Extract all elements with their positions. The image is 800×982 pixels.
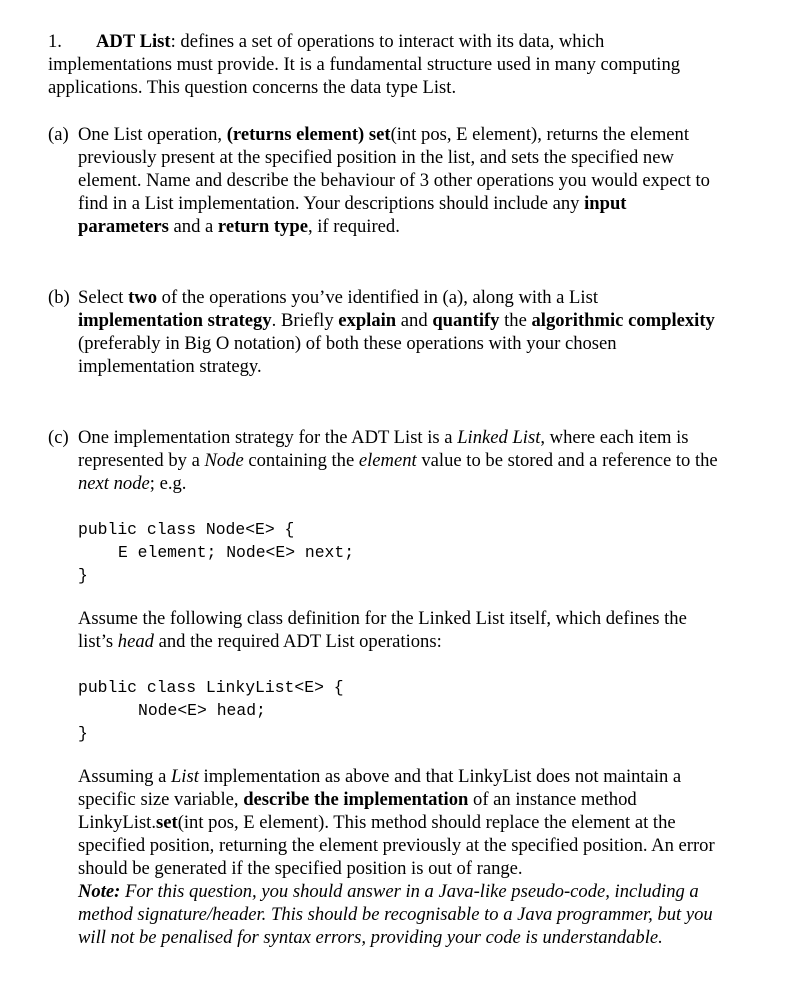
- part-c-para3-line-4: specified position, returning the element previously at the specified position. An error: [78, 835, 715, 856]
- code-line: public class LinkyList<E> {: [78, 678, 344, 697]
- part-c-para3-line-2: specific size variable, describe the implementation of an instance method: [78, 789, 637, 810]
- part-c-para3-line-3: LinkyList.set(int pos, E element). This method should replace the element at the: [78, 812, 676, 833]
- part-c-label: (c): [48, 427, 69, 448]
- intro-line-1: ADT List: defines a set of operations to interact with its data, which: [96, 31, 605, 52]
- part-a-line-5: parameters and a return type, if required.: [78, 216, 400, 237]
- part-c-para2-line-1: Assume the following class definition for the Linked List itself, which defines the: [78, 608, 687, 629]
- code-line: }: [78, 566, 88, 585]
- part-a-line-4: find in a List implementation. Your descriptions should include any input: [78, 193, 627, 214]
- code-line: E element; Node<E> next;: [118, 543, 355, 562]
- note-label: Note:: [78, 881, 121, 902]
- part-c-line-3: next node; e.g.: [78, 473, 187, 494]
- code-line: Node<E> head;: [138, 701, 266, 720]
- intro-line-2: implementations must provide. It is a fundamental structure used in many computing: [48, 54, 681, 75]
- question-title: ADT List: [96, 31, 171, 52]
- part-c-line-2: represented by a Node containing the element value to be stored and a reference to the: [78, 450, 718, 471]
- code-line: public class Node<E> {: [78, 520, 295, 539]
- part-c-line-1: One implementation strategy for the ADT List is a Linked List, where each item is: [78, 427, 689, 448]
- part-c-para3-line-1: Assuming a List implementation as above and that LinkyList does not maintain a: [78, 766, 682, 787]
- code-line: }: [78, 724, 88, 743]
- note-line-3: will not be penalised for syntax errors, providing your code is understandable.: [78, 927, 663, 948]
- question-number: 1.: [48, 31, 62, 52]
- intro-line-3: applications. This question concerns the data type List.: [48, 77, 457, 98]
- part-a-label: (a): [48, 124, 69, 145]
- part-b-line-2: implementation strategy. Briefly explain and quantify the algorithmic complexity: [78, 310, 715, 331]
- part-c-para2-line-2: list’s head and the required ADT List operations:: [78, 631, 442, 652]
- part-a-line-1: One List operation, (returns element) set(int pos, E element), returns the element: [78, 124, 689, 145]
- note-line-2: method signature/header. This should be recognisable to a Java programmer, but you: [78, 904, 713, 925]
- part-a-line-2: previously present at the specified position in the list, and sets the specified new: [78, 147, 674, 168]
- part-c-para3-line-5: should be generated if the specified position is out of range.: [78, 858, 523, 879]
- note-line-1: Note: For this question, you should answer in a Java-like pseudo-code, including a: [78, 881, 699, 902]
- part-b-label: (b): [48, 287, 70, 308]
- part-b-line-4: implementation strategy.: [78, 356, 262, 377]
- part-b-line-1: Select two of the operations you’ve identified in (a), along with a List: [78, 287, 598, 308]
- part-a-line-3: element. Name and describe the behaviour of 3 other operations you would expect to: [78, 170, 710, 191]
- part-b-line-3: (preferably in Big O notation) of both these operations with your chosen: [78, 333, 617, 354]
